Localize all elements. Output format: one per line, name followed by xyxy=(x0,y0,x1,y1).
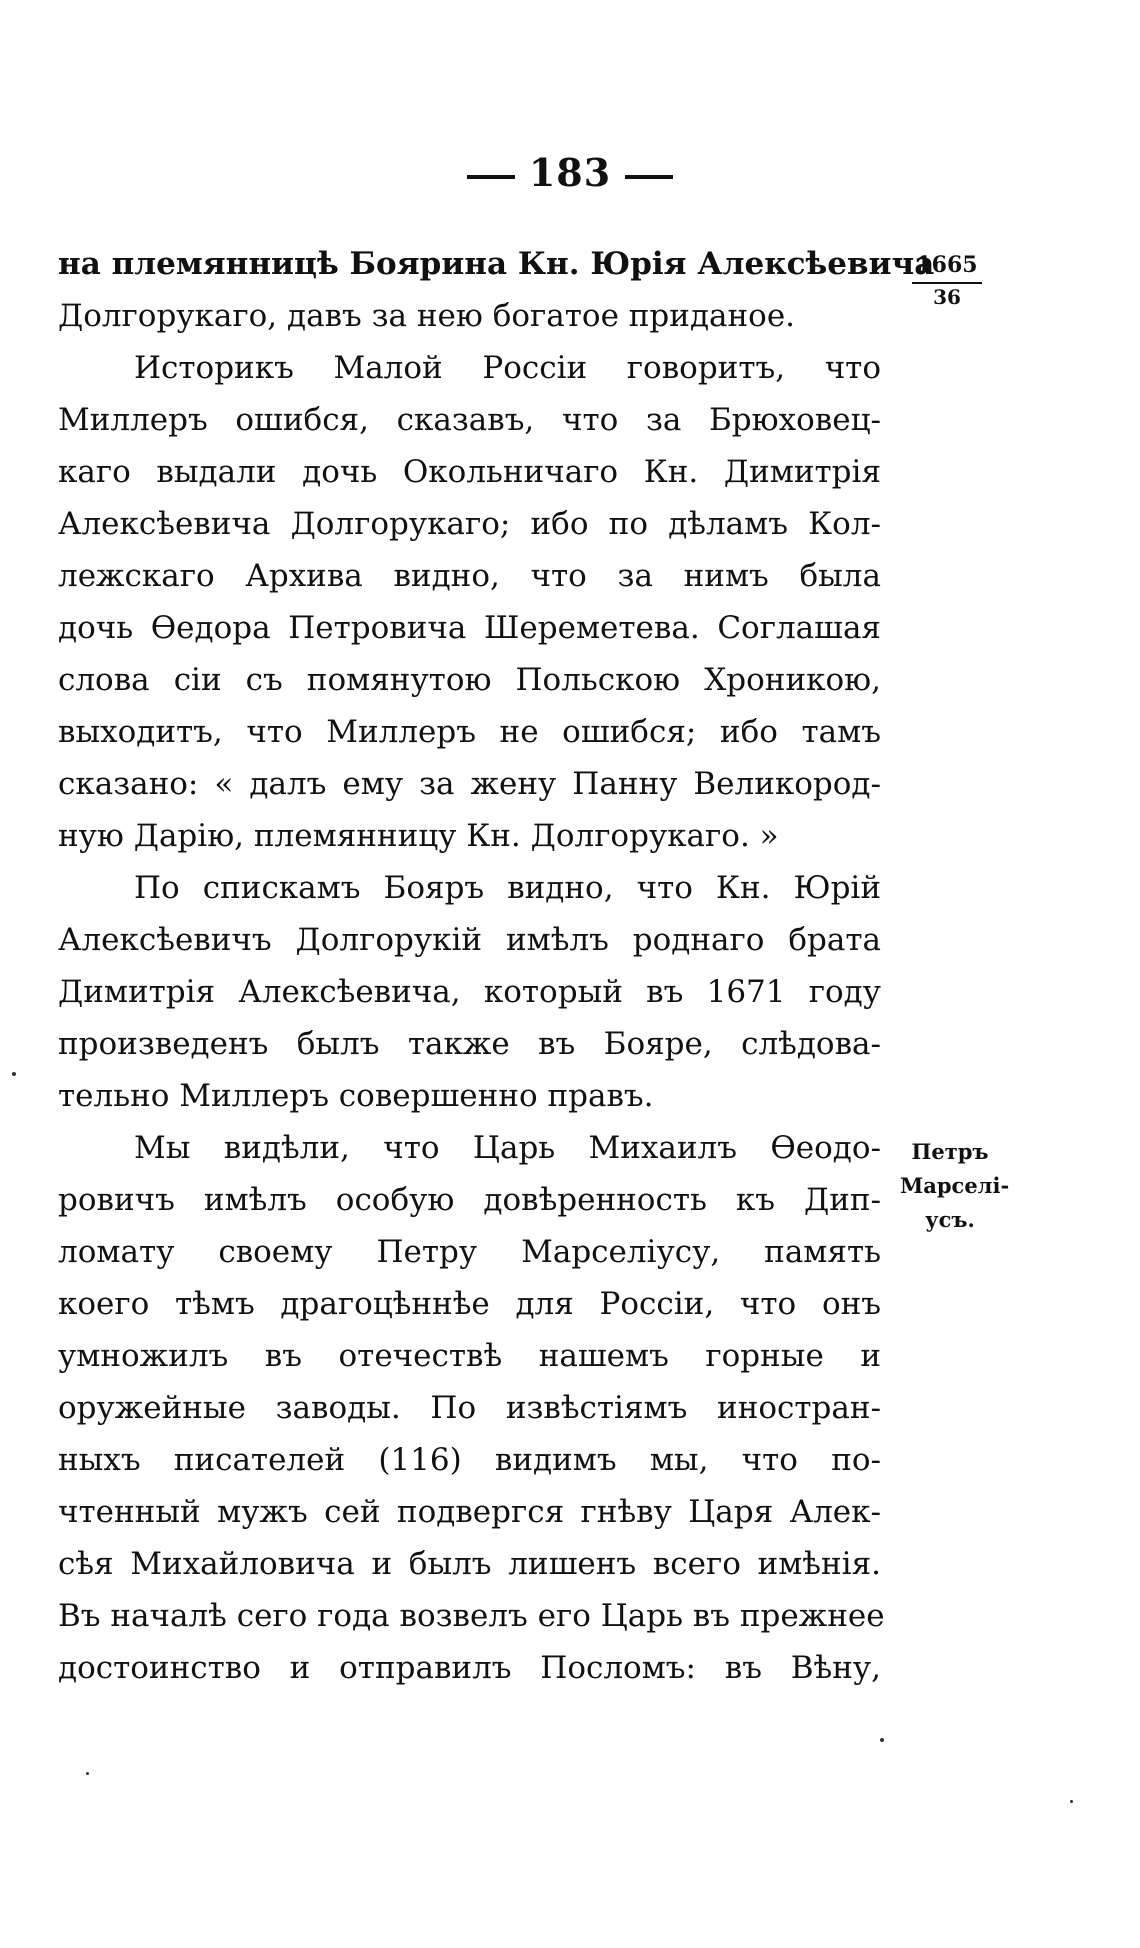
margin-year: 1665 xyxy=(912,250,982,284)
text-line: произведенъ былъ также въ Бояре, слѣдова- xyxy=(58,1026,881,1062)
text-line: тельно Миллеръ совершенно правъ. xyxy=(58,1078,654,1114)
text-line: оружейные заводы. По извѣстіямъ иностран- xyxy=(58,1390,881,1426)
print-speck xyxy=(12,1072,16,1076)
print-speck xyxy=(86,1772,89,1775)
text-line: выходитъ, что Миллеръ не ошибся; ибо тамъ xyxy=(58,714,881,750)
main-text xyxy=(58,238,935,1694)
text-line: лежскаго Архива видно, что за нимъ была xyxy=(58,558,881,594)
text-line: Димитрія Алексѣевича, который въ 1671 году xyxy=(58,974,881,1010)
text-line: Мы видѣли, что Царь Михаилъ Ѳеодо- xyxy=(134,1130,881,1166)
margin-name-line: Петръ xyxy=(911,1139,989,1164)
text-line: достоинство и отправилъ Посломъ: въ Вѣну, xyxy=(58,1650,881,1686)
margin-name-line: усъ. xyxy=(925,1207,975,1232)
text-line: Алексѣевичъ Долгорукій имѣлъ роднаго брата xyxy=(58,922,881,958)
text-line: умножилъ въ отечествѣ нашемъ горные и xyxy=(58,1338,881,1374)
right-dash xyxy=(625,175,673,179)
margin-name-note xyxy=(900,1135,1010,1237)
text-line: ровичъ имѣлъ особую довѣренность къ Дип- xyxy=(58,1182,881,1218)
left-dash xyxy=(467,175,515,179)
text-line: чтенный мужъ сей подвергся гнѣву Царя Алек- xyxy=(58,1494,881,1530)
text-line: каго выдали дочь Окольничаго Кн. Димитрія xyxy=(58,454,881,490)
text-line: слова сіи съ помянутою Польскою Хроникою, xyxy=(58,662,881,698)
text-line: По спискамъ Бояръ видно, что Кн. Юрій xyxy=(134,870,881,906)
page-header xyxy=(0,150,1140,195)
text-line: дочь Ѳедора Петровича Шереметева. Соглашая xyxy=(58,610,881,646)
text-line: Историкъ Малой Россіи говоритъ, что xyxy=(134,350,881,386)
text-line: Миллеръ ошибся, сказавъ, что за Брюховец- xyxy=(58,402,881,438)
text-line: ныхъ писателей (116) видимъ мы, что по- xyxy=(58,1442,881,1478)
text-line: на племянницѣ Боярина Кн. Юрія Алексѣевича xyxy=(58,246,935,282)
text-line: Долгорукаго, давъ за нею богатое приданое. xyxy=(58,298,796,334)
text-line: Въ началѣ сего года возвелъ его Царь въ прежнее xyxy=(58,1598,885,1634)
text-line: ную Дарію, племянницу Кн. Долгорукаго. » xyxy=(58,818,779,854)
text-line: коего тѣмъ драгоцѣннѣе для Россіи, что онъ xyxy=(58,1286,881,1322)
margin-name-line: Марселі- xyxy=(900,1173,1010,1198)
text-line: сказано: « далъ ему за жену Панну Великород- xyxy=(58,766,881,802)
margin-year-sub: 36 xyxy=(933,285,961,309)
print-speck xyxy=(880,1738,884,1742)
text-line: сѣя Михайловича и былъ лишенъ всего имѣнія. xyxy=(58,1546,881,1582)
text-line: Алексѣевича Долгорукаго; ибо по дѣламъ Кол- xyxy=(58,506,881,542)
page-number: 183 xyxy=(528,150,612,195)
print-speck xyxy=(1070,1800,1073,1803)
text-line: ломату своему Петру Марселіусу, память xyxy=(58,1234,881,1270)
